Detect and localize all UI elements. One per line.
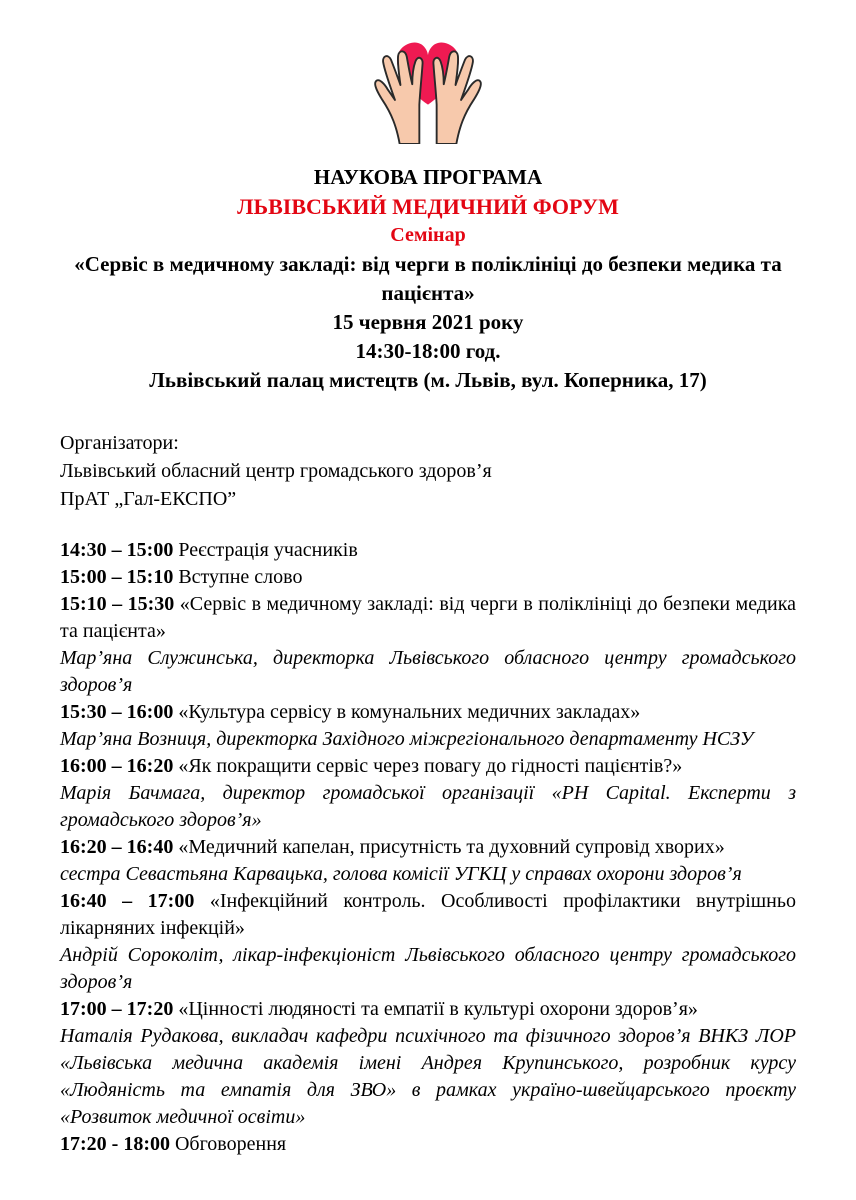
program-title: НАУКОВА ПРОГРАМА bbox=[313, 165, 543, 189]
schedule-title: «Як покращити сервіс через повагу до гідності пацієнтів?» bbox=[178, 755, 683, 777]
logo-container bbox=[60, 26, 796, 149]
schedule-title: «Медичний капелан, присутність та духовний супровід хворих» bbox=[178, 836, 725, 858]
organizer-item: ПрАТ „Гал-ЕКСПО” bbox=[60, 488, 237, 510]
schedule-row bbox=[60, 1131, 796, 1158]
schedule-speaker: Мар’яна Служинська, директорка Львівського обласного центру громадського здоров’я bbox=[60, 647, 796, 696]
schedule-title: «Культура сервісу в комунальних медичних закладах» bbox=[178, 701, 641, 723]
schedule-time: 15:10 – 15:30 bbox=[60, 593, 175, 615]
schedule-row bbox=[60, 699, 796, 726]
schedule-time: 14:30 – 15:00 bbox=[60, 539, 174, 561]
schedule-row bbox=[60, 591, 796, 645]
schedule-title: «Цінності людяності та емпатії в культурі охорони здоров’я» bbox=[178, 998, 698, 1020]
schedule-row bbox=[60, 564, 796, 591]
schedule-row bbox=[60, 888, 796, 942]
event-date: 15 червня 2021 року bbox=[332, 310, 524, 334]
schedule-speaker: Мар’яна Возниця, директорка Західного міжрегіонального департаменту НСЗУ bbox=[60, 728, 754, 750]
schedule-speaker: Марія Бачмага, директор громадської організації «PH Capital. Експерти з громадського здоров’я» bbox=[60, 782, 796, 831]
organizers-section bbox=[60, 429, 796, 513]
schedule-time: 16:20 – 16:40 bbox=[60, 836, 174, 858]
event-venue: Львівський палац мистецтв (м. Львів, вул. Коперника, 17) bbox=[149, 368, 707, 392]
schedule-title: Обговорення bbox=[174, 1133, 287, 1155]
schedule-speaker: сестра Севастьяна Карвацька, голова комісії УГКЦ у справах охорони здоров’я bbox=[60, 863, 742, 885]
schedule-section bbox=[60, 537, 796, 1158]
event-type-label: Семінар bbox=[390, 224, 466, 246]
schedule-title: Вступне слово bbox=[178, 566, 303, 588]
schedule-speaker: Андрій Сороколіт, лікар-інфекціоніст Львівського обласного центру громадського здоров’я bbox=[60, 944, 796, 993]
schedule-speaker: Наталія Рудакова, викладач кафедри психічного та фізичного здоров’я ВНКЗ ЛОР «Львівська медична академія імені Андрея Крупинського, розробник курсу «Людяність та емпатія для ЗВО» в рамках україно-швейцарського проєкту «Розвиток медичної освіти» bbox=[60, 1025, 796, 1128]
organizers-label: Організатори: bbox=[60, 432, 179, 454]
event-time: 14:30-18:00 год. bbox=[355, 339, 501, 363]
organizer-item: Львівський обласний центр громадського здоров’я bbox=[60, 460, 492, 482]
schedule-row bbox=[60, 834, 796, 861]
schedule-title: Реєстрація учасників bbox=[178, 539, 358, 561]
schedule-time: 17:00 – 17:20 bbox=[60, 998, 174, 1020]
schedule-title: «Інфекційний контроль. Особливості профілактики внутрішньо лікарняних інфекцій» bbox=[60, 890, 796, 939]
schedule-time: 15:30 – 16:00 bbox=[60, 701, 174, 723]
schedule-time: 16:40 – 17:00 bbox=[60, 890, 195, 912]
schedule-title: «Сервіс в медичному закладі: від черги в поліклініці до безпеки медика та пацієнта» bbox=[60, 593, 796, 642]
schedule-row bbox=[60, 753, 796, 780]
schedule-row bbox=[60, 537, 796, 564]
seminar-title: «Сервіс в медичному закладі: від черги в поліклініці до безпеки медика та пацієнта» bbox=[74, 252, 782, 305]
schedule-time: 17:20 - 18:00 bbox=[60, 1133, 170, 1155]
forum-title: ЛЬВІВСЬКИЙ МЕДИЧНИЙ ФОРУМ bbox=[237, 194, 619, 219]
hands-holding-heart-icon bbox=[349, 26, 507, 144]
schedule-time: 16:00 – 16:20 bbox=[60, 755, 174, 777]
schedule-row bbox=[60, 996, 796, 1023]
schedule-time: 15:00 – 15:10 bbox=[60, 566, 174, 588]
